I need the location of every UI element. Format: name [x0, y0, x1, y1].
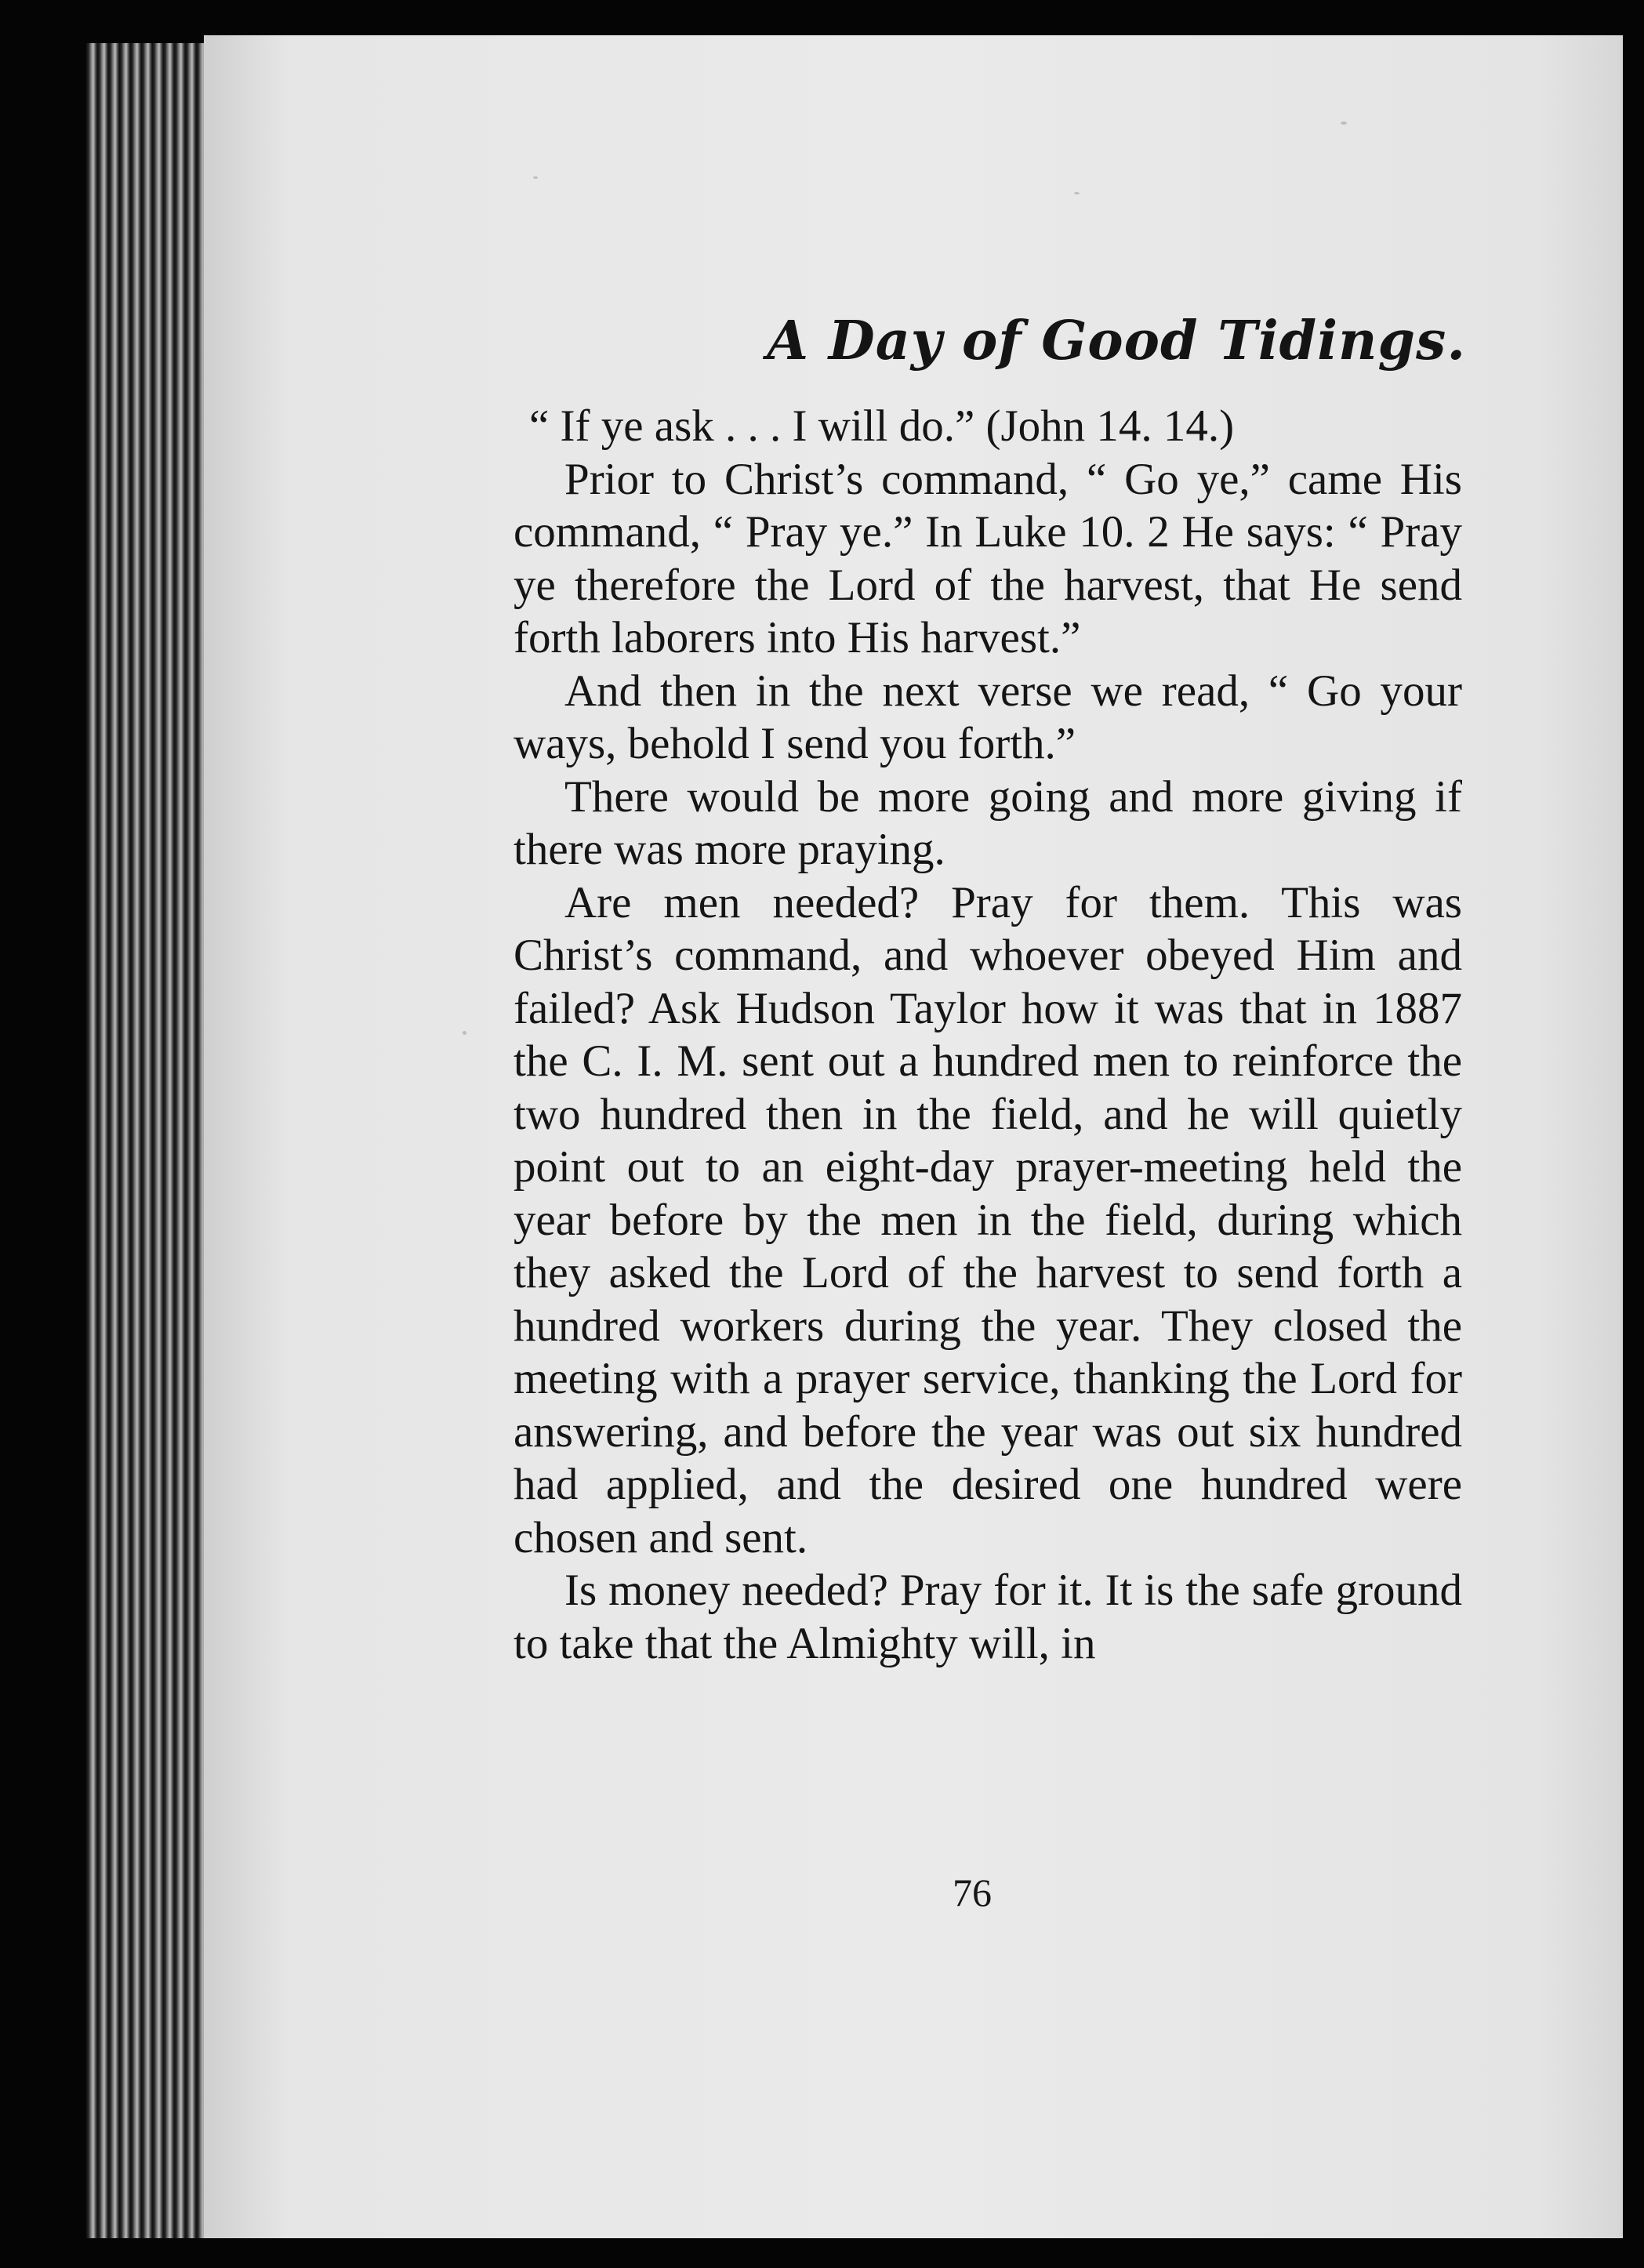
book-page-edges — [86, 43, 212, 2238]
paper-speck — [463, 1031, 466, 1035]
paper-speck — [1341, 122, 1347, 125]
paragraph-go-your-ways: And then in the next verse we read, “ Go your ways, behold I send you forth.” — [514, 666, 1462, 768]
body-text — [514, 400, 1462, 1670]
paragraph-money-needed: Is money needed? Pray for it. It is the safe ground to take that the Almighty will, in — [514, 1566, 1462, 1668]
paper-speck — [533, 176, 538, 179]
paragraph-men-needed: Are men needed? Pray for them. This was Christ’s command, and whoever obeyed Him and failed? Ask Hudson Taylor how it was that in 1887 the C. I. M. sent out a hundred men to reinforce the two hundred then in the field, and he will quietly point out to an eight-day prayer-meeting held the year before by the men in the field, during which they asked the Lord of the harvest to send forth a hundred workers during the year. They closed the meeting with a prayer service, thanking the Lord for answering, and before the year was out six hundred had applied, and the desired one hundred were chosen and sent. — [514, 877, 1462, 1562]
paragraph-more-praying: There would be more going and more giving if there was more praying. — [514, 771, 1462, 874]
paragraph-scripture-quote: “ If ye ask . . . I will do.” (John 14. 14.) — [529, 401, 1235, 451]
paper-speck — [1074, 192, 1080, 194]
paragraph-pray-ye: Prior to Christ’s command, “ Go ye,” came His command, “ Pray ye.” In Luke 10. 2 He says: “ Pray ye therefore the Lord of the harvest, that He send forth laborers into His harvest.” — [514, 454, 1462, 662]
page-number: 76 — [953, 1871, 992, 1914]
running-head: A Day of Good Tidings. — [767, 310, 1466, 372]
